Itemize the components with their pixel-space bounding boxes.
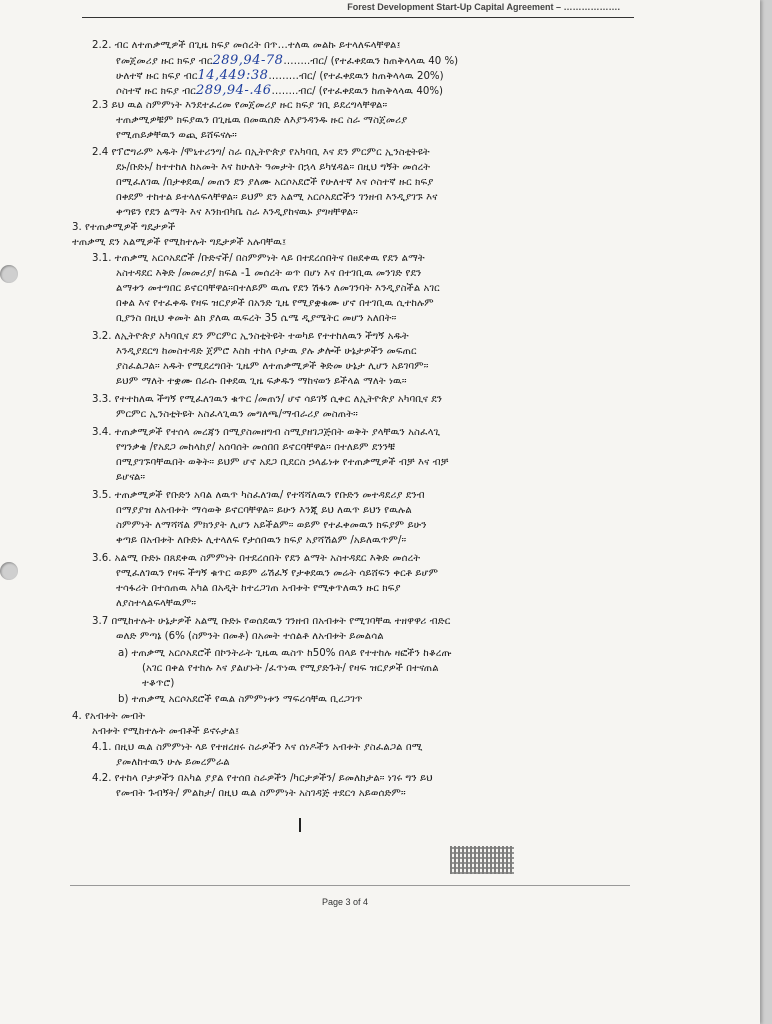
- clause-3-1-line4: በቀል እና የተፈቀዱ የዛፍ ዝርያዎች በአንድ ጊዜ የሚያቋቁሙ ሆኖ በተገቢዉ ሲተከሉም: [116, 298, 434, 309]
- clause-3-5-line2: በማያያዝ ለአብቱት ማሳወቅ ይኖርባቸዋል። ይሁን እንጂ ይህ ለዉጥ ይህን የዉሉል: [116, 505, 412, 516]
- handwritten-total-amount: 289,94-78: [212, 53, 284, 68]
- document-stamp-code: [450, 846, 514, 874]
- handwritten-20pct-amount: 14,449:38: [197, 68, 269, 83]
- clause-3-7-line2: ወለድ ምጣኔ (6% (ስምንት በመቶ) በአመት ተሰልቶ ለአብቱት ይመልሳል: [116, 631, 384, 642]
- clause-3-6-line3: ተሳፋሪት በተሰጠዉ አካል በአዲት ከተረጋገጠ አብቱት የሚቀጥለዉን ዙር ክፍያ: [116, 583, 401, 594]
- clause-4-1: 4.1. በዚህ ዉል ስምምነት ላይ የተዘረዘሩ ስራዎችን እና ሰነዶችን አብቱት ያስፈልጋል በሚ: [92, 742, 423, 753]
- footer-rule: [70, 885, 630, 886]
- clause-4-2: 4.2. የተከላ ቦታዎችን በአካል ያያል የተሰበ ስራዎችን /ካርታዎችን/ ይመለከታል። ነገሩ ግን ይህ: [92, 773, 433, 784]
- pen-mark: [299, 818, 301, 832]
- clause-2-4-line5: ቀጣዩን የደን ልማት እና እንክብካቤ ስራ እንዲያከናዉኑ ያግዛቸዋል።: [116, 207, 358, 218]
- clause-4-1-line2: ያመለከተዉን ሁሉ ይመረምራል: [116, 757, 230, 768]
- payment-3rd-round: [116, 85, 443, 98]
- section-4-heading: 4. የአብቱት መብት: [72, 711, 146, 722]
- clause-3-7-item-b: b) ተጠቃሚ አርሶአደሮች የዉል ስምምነቱን ማፍረሳቸዉ ቢረጋገጥ: [118, 694, 363, 705]
- clause-3-1: 3.1. ተጠቃሚ አርሶአደሮች /ቡድኖች/ በስምምነት ላይ በተደረሰበትና በፀደቀዉ የደን ልማት: [92, 253, 425, 264]
- clause-2-4: 2.4 የፕሮግራም አዱት /ሞኒተሪንግ/ ስራ በኢትዮጵያ የአካባቢ እና ደን ምርምር ኢንስቲትዩት: [92, 147, 430, 158]
- section-3-intro: ተጠቃሚ ደን አልሚዎች የሚከተሉት ግዴታዎች አሉባቸዉ፤: [72, 237, 287, 248]
- page-header: Forest Development Start-Up Capital Agreement – ……………….: [347, 2, 620, 12]
- header-rule: [82, 17, 634, 18]
- clause-2-4-line2: ደኑ/ቡድኑ/ ከተተከለ ከአመት እና ከሁለት ዓመታት በኋላ ይካሄዳል። በዚህ ግኝት መሰረት: [116, 162, 431, 173]
- clause-3-4-line4: ይሆናል።: [116, 472, 146, 483]
- clause-3-3-line2: ምርምር ኢንስቲትዩት አስፈላጊዉን መግለጫ/ማብራሪያ መስጠት።: [116, 409, 358, 420]
- clause-3-1-line5: ቢያንስ በዚህ ቀመት ልክ ያለዉ ዉፍረት 35 ሴሜ ዲያሜትር መሆን አለበት።: [116, 313, 397, 324]
- clause-3-3: 3.3. የተተከለዉ ችግኝ የሚፈለገዉን ቁጥር /መጠን/ ሆኖ ሳይገኝ ሲቀር ለኢትዮጵያ አካባቢና ደን: [92, 394, 443, 405]
- clause-3-2-line2: እንዲያደርግ ከመስተዳድ ጀምሮ እስከ ተከላ ቦታዉ ያሉ ቃሎች ሁኔታዎችን መፍጠር: [116, 346, 417, 357]
- clause-2-3-line3: የሚጠይቃቸዉን ወጪ ይሸፍናሉ።: [116, 130, 237, 141]
- section-4-intro: አብቱት የሚከተሉት መብቶች ይኖሩታል፤: [92, 726, 240, 737]
- clause-3-7-item-a-line2: (አገር በቀል የተከሉ እና ያልሆኑት /ፈጥነዉ የሚያድጉት/ የዛፍ ዝርያዎች በተናጠል: [142, 663, 439, 674]
- clause-2-3: 2.3 ይህ ዉል ስምምነት እንደተፈረመ የመጀመሪያ ዙር ክፍያ ገቢ ይደረግላቸዋል።: [92, 100, 388, 111]
- clause-2-2: 2.2. ብር ለተጠቃሚዎች በጊዜ ክፍያ መሰረት በጥ…ተለዉ መልኩ ይተላለፍላቸዋል፤: [92, 40, 401, 51]
- payment-2nd-round: [116, 70, 444, 83]
- clause-3-5-line3: ስምምነት ለማሻሻል ምክንያት ሊሆን አይችልም። ወይም የተፈቀመዉን ክፍያም ይሁን: [116, 520, 427, 531]
- clause-3-4-line3: በሚያገኙባቸዉበት ወቅት። ይህም ሆኖ አደጋ ቢደርስ ኃላፊነቱ የተጠቃሚዎች ብቻ እና ብቻ: [116, 457, 449, 468]
- clause-4-2-line2: የመብት ጉብኝት/ ምልከታ/ በዚህ ዉል ስምምነት አስገዳጅ ተደርጎ አይወሰድም።: [116, 788, 406, 799]
- section-3-heading: 3. የተጠቃሚዎች ግዴታዎች: [72, 222, 176, 233]
- payment-2nd-label: ሁለተኛ ዙር ክፍያ ብር: [116, 71, 198, 82]
- clause-3-7: 3.7 በሚከተሉት ሁኔታዎች አልሚ ቡድኑ የወሰደዉን ገንዘብ በአብቱት የሚገባቸዉ ተዘዋዋሪ ብድር: [92, 616, 451, 627]
- payment-3rd-label: ሶስተኛ ዙር ክፍያ ብር: [116, 86, 196, 97]
- clause-3-1-line2: አስተዳደር እቅድ /መመሪያ/ ክፍል -1 መሰረት ወጥ በሆነ እና በተገቢዉ መንገድ የደን: [116, 268, 422, 279]
- clause-3-5-line4: ቀጣይ በአብቱት ለቡድኑ ሊተላለፍ የታሰበዉን ክፍያ አያሻሽልም /አይለዉጥም/።: [116, 535, 407, 546]
- payment-3rd-suffix: ……..ብር/ (የተፈቀደዉን ከጠቅላላዉ 40%): [271, 86, 443, 97]
- clause-3-2-line4: ይህም ማለት ተቋሙ በራሱ በቀደዉ ጊዜ ፍቃዱን ማከናወን ይችላል ማለት ነዉ።: [116, 376, 407, 387]
- clause-3-6-line2: የሚፈለገዉን የዛፍ ችግኝ ቁጥር ወይም ሬሽፈኝ የታቀደዉን መሬት ሳይሸፍን ቀርቶ ይሆም: [116, 568, 439, 579]
- clause-3-4: 3.4. ተጠቃሚዎች የተሰላ መረጃን በሚያስመዘግብ ስሚያዘገጋጅበት ወቅት ያላቸዉን አስፈላጊ: [92, 427, 441, 438]
- clause-3-6-line4: ለያስተላልፍላቸዉም።: [116, 598, 197, 609]
- payment-2nd-suffix: ………ብር/ (የተፈቀደዉን ከጠቅላላዉ 20%): [268, 71, 444, 82]
- clause-3-1-line3: ልማቱን መተግበር ይኖርባቸዋል።በተለይም ዉጤ የደን ሽፋን ለመገንባት እንዲያስችል አገር: [116, 283, 440, 294]
- clause-3-7-item-a-line3: ተቆጥሮ): [142, 678, 175, 689]
- clause-2-3-line2: ተጠቃሚዎቹም ክፍያዉን በጊዜዉ በመዉሰድ ለእያንዳንዱ ዙር ስራ ማስጀመሪያ: [116, 115, 408, 126]
- clause-2-4-line4: በቀደም ተከተል ይተላለፍላቸዋል። ይህም ደን አልሚ አርሶአደሮችን ገንዘብ እንዲያገኙ እና: [116, 192, 438, 203]
- clause-3-2-line3: ያስፈልጋል። አዱት የሚደረግበት ጊዜም ለተጠቃሚዎች ቅድመ ሁኔታ ሊሆን አይገባም።: [116, 361, 429, 372]
- clause-3-7-item-a: a) ተጠቃሚ አርሶአደሮች በኮንትራት ጊዜዉ ዉስጥ ከ50% በላይ የተተከሉ ዛፎችን ከቆረጡ: [118, 648, 452, 659]
- payment-1st-round: [116, 55, 458, 68]
- handwritten-40pct-amount: 289,94-.46: [195, 83, 272, 98]
- payment-1st-suffix: ……..ብር/ (የተፈቀደዉን ከጠቅላላዉ 40 %): [283, 56, 459, 67]
- clause-2-4-line3: በሚፈለገዉ /በታቀደዉ/ መጠን ደን ያለሙ አርሶአደሮች የሁለተኛ እና ሶስተኛ ዙር ክፍያ: [116, 177, 434, 188]
- payment-1st-label: የመጀመሪያ ዙር ክፍያ ብር: [116, 56, 213, 67]
- clause-3-4-line2: የግንቃቄ /የአደጋ መከላከያ/ አሰባሰት መሰበበ ይኖርባቸዋል። በተለይም ደንንቹ: [116, 442, 396, 453]
- clause-3-2: 3.2. ለኢትዮጵያ አካባቢና ደን ምርምር ኢንስቲትዩት ተወካይ የተተከለዉን ችግኝ አዱት: [92, 331, 409, 342]
- page-number: Page 3 of 4: [322, 897, 369, 907]
- punch-hole-top: [0, 265, 18, 283]
- punch-hole-bottom: [0, 562, 18, 580]
- clause-3-6: 3.6. አልሚ ቡድኑ በጸደቀዉ ስምምነት በተደረሰበት የደን ልማት አስተዳደር እቅድ መሰረት: [92, 553, 421, 564]
- clause-3-5: 3.5. ተጠቃሚዎች የቡድን አባል ለዉጥ ካስፈለገዉ/ የተሻሻለዉን የቡድን መተዳደሪያ ደንብ: [92, 490, 425, 501]
